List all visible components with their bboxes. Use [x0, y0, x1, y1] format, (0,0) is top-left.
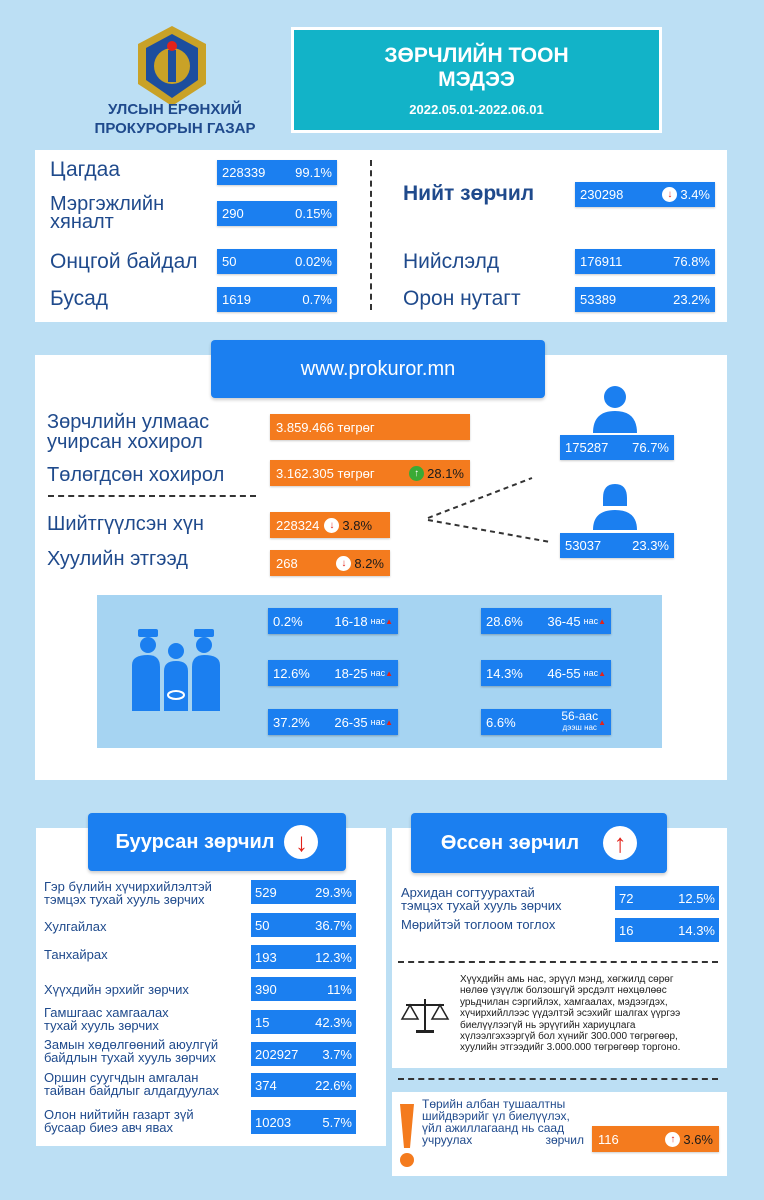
increased-header: Өссөн зөрчил ↑ [411, 813, 667, 873]
arrow-down-icon: ↓ [324, 518, 339, 533]
age-cell: 6.6% 56-аас дээш нас ▲ [481, 709, 611, 735]
age-cell: 28.6% 36-45 нас ▲ [481, 608, 611, 634]
damage-caused-label: Зөрчлийн улмаас учирсан хохирол [47, 411, 210, 453]
arrow-down-icon: ↓ [662, 187, 677, 202]
punished-persons-label: Шийтгүүлсэн хүн [47, 513, 204, 535]
source-label: Мэргэжлийн хяналт [50, 193, 165, 233]
age-cell: 37.2% 26-35 нас ▲ [268, 709, 398, 735]
female-cell: 53037 23.3% [560, 533, 674, 558]
decreased-label: Хүүхдийн эрхийг зөрчих [44, 982, 189, 997]
law-note: Хүүхдийн амь нас, эрүүл мэнд, хөгжилд сөрөг нөлөө үзүүлж болзошгүй эрсдэлт нөхцөлөөс урьдчилан сэргийлэх, хамгаалах, мэдээгдэх, хүчирхийллээс үүдэлтэй эсэхийг шалгах үүргээ биелүүлээгүй нь эрүүгийн хариуцлага хүлээлгэхээргүй бол хүнийг 300.000 төгрөгөөр, хуулийн этгээдийг 3.000.000 төгрөгөөр торгоно. [460, 974, 681, 1054]
divider [398, 961, 718, 963]
male-icon [592, 383, 638, 438]
punished-entities-label: Хуулийн этгээд [47, 548, 188, 570]
decreased-label: Замын хөдөлгөөний аюулгүй байдлын тухай хууль зөрчих [44, 1037, 219, 1065]
source-cell: 228339 99.1% [217, 160, 337, 185]
damage-caused-cell: 3.859.466 төгрөг [270, 414, 470, 440]
decreased-label: Гамшгаас хамгаалах тухай хууль зөрчих [44, 1005, 169, 1033]
title-box: ЗӨРЧЛИЙН ТООН МЭДЭЭ 2022.05.01-2022.06.01 [291, 27, 662, 133]
divider [370, 160, 372, 310]
increased-label: Мөрийтэй тоглоом тоглох [401, 917, 556, 932]
source-label: Цагдаа [50, 158, 121, 181]
divider [398, 1078, 718, 1080]
decreased-label: Гэр бүлийн хүчирхийлэлтэй тэмцэх тухай хууль зөрчих [44, 879, 212, 907]
arrow-down-icon: ↓ [336, 556, 351, 571]
decreased-header: Буурсан зөрчил ↓ [88, 813, 346, 871]
decreased-cell: 15 42.3% [251, 1010, 356, 1034]
total-label: Нийт зөрчил [403, 182, 535, 205]
source-cell: 50 0.02% [217, 249, 337, 274]
female-icon [592, 480, 638, 535]
gender-connectors [420, 470, 560, 550]
decreased-cell: 374 22.6% [251, 1073, 356, 1097]
website-link[interactable]: www.prokuror.mn [211, 340, 545, 398]
scales-icon [400, 995, 450, 1040]
increased-label: Архидан согтуурахтай тэмцэх тухай хууль зөрчих [401, 885, 562, 913]
decreased-label: Оршин суугчдын амгалан тайван байдлыг алдагдуулах [44, 1070, 219, 1098]
age-cell: 0.2% 16-18 нас ▲ [268, 608, 398, 634]
arrow-up-icon: ↑ [409, 466, 424, 481]
source-cell: 1619 0.7% [217, 287, 337, 312]
decreased-label: Танхайрах [44, 947, 108, 962]
capital-label: Нийслэлд [403, 250, 500, 273]
decreased-cell: 202927 3.7% [251, 1042, 356, 1066]
decreased-cell: 529 29.3% [251, 880, 356, 904]
damage-paid-label: Төлөгдсөн хохирол [47, 464, 225, 486]
source-label: Онцгой байдал [50, 250, 198, 273]
divider [48, 495, 256, 497]
decreased-label: Хулгайлах [44, 919, 107, 934]
rural-label: Орон нутагт [403, 287, 521, 310]
male-cell: 175287 76.7% [560, 435, 674, 460]
decreased-cell: 390 11% [251, 977, 356, 1001]
decreased-cell: 193 12.3% [251, 945, 356, 969]
decreased-cell: 50 36.7% [251, 913, 356, 937]
damage-paid-cell: 3.162.305 төгрөг ↑ 28.1% [270, 460, 470, 486]
officials-cell: 116 ↑ 3.6% [592, 1126, 719, 1152]
capital-cell: 176911 76.8% [575, 249, 715, 274]
punished-persons-cell: 228324 ↓ 3.8% [270, 512, 390, 538]
decreased-cell: 10203 5.7% [251, 1110, 356, 1134]
age-cell: 12.6% 18-25 нас ▲ [268, 660, 398, 686]
total-cell: 230298 ↓ 3.4% [575, 182, 715, 207]
source-label: Бусад [50, 287, 109, 310]
officials-label: Төрийн албан тушаалтны шийдвэрийг үл биелүүлэх, үйл ажиллагаанд нь саад учруулах зөрчил [422, 1097, 584, 1147]
decreased-label: Олон нийтийн газарт зүй бусаар биеэ авч явах [44, 1107, 194, 1135]
officers-icon [130, 625, 222, 716]
org-name: УЛСЫН ЕРӨНХИЙ ПРОКУРОРЫН ГАЗАР [94, 101, 256, 137]
arrow-up-icon: ↑ [603, 826, 637, 860]
increased-cell: 16 14.3% [615, 918, 719, 942]
warning-icon [397, 1102, 417, 1175]
arrow-up-icon: ↑ [665, 1132, 680, 1147]
emblem-logo [132, 22, 212, 110]
rural-cell: 53389 23.2% [575, 287, 715, 312]
increased-cell: 72 12.5% [615, 886, 719, 910]
arrow-down-icon: ↓ [284, 825, 318, 859]
age-cell: 14.3% 46-55 нас ▲ [481, 660, 611, 686]
punished-entities-cell: 268 ↓ 8.2% [270, 550, 390, 576]
source-cell: 290 0.15% [217, 201, 337, 226]
